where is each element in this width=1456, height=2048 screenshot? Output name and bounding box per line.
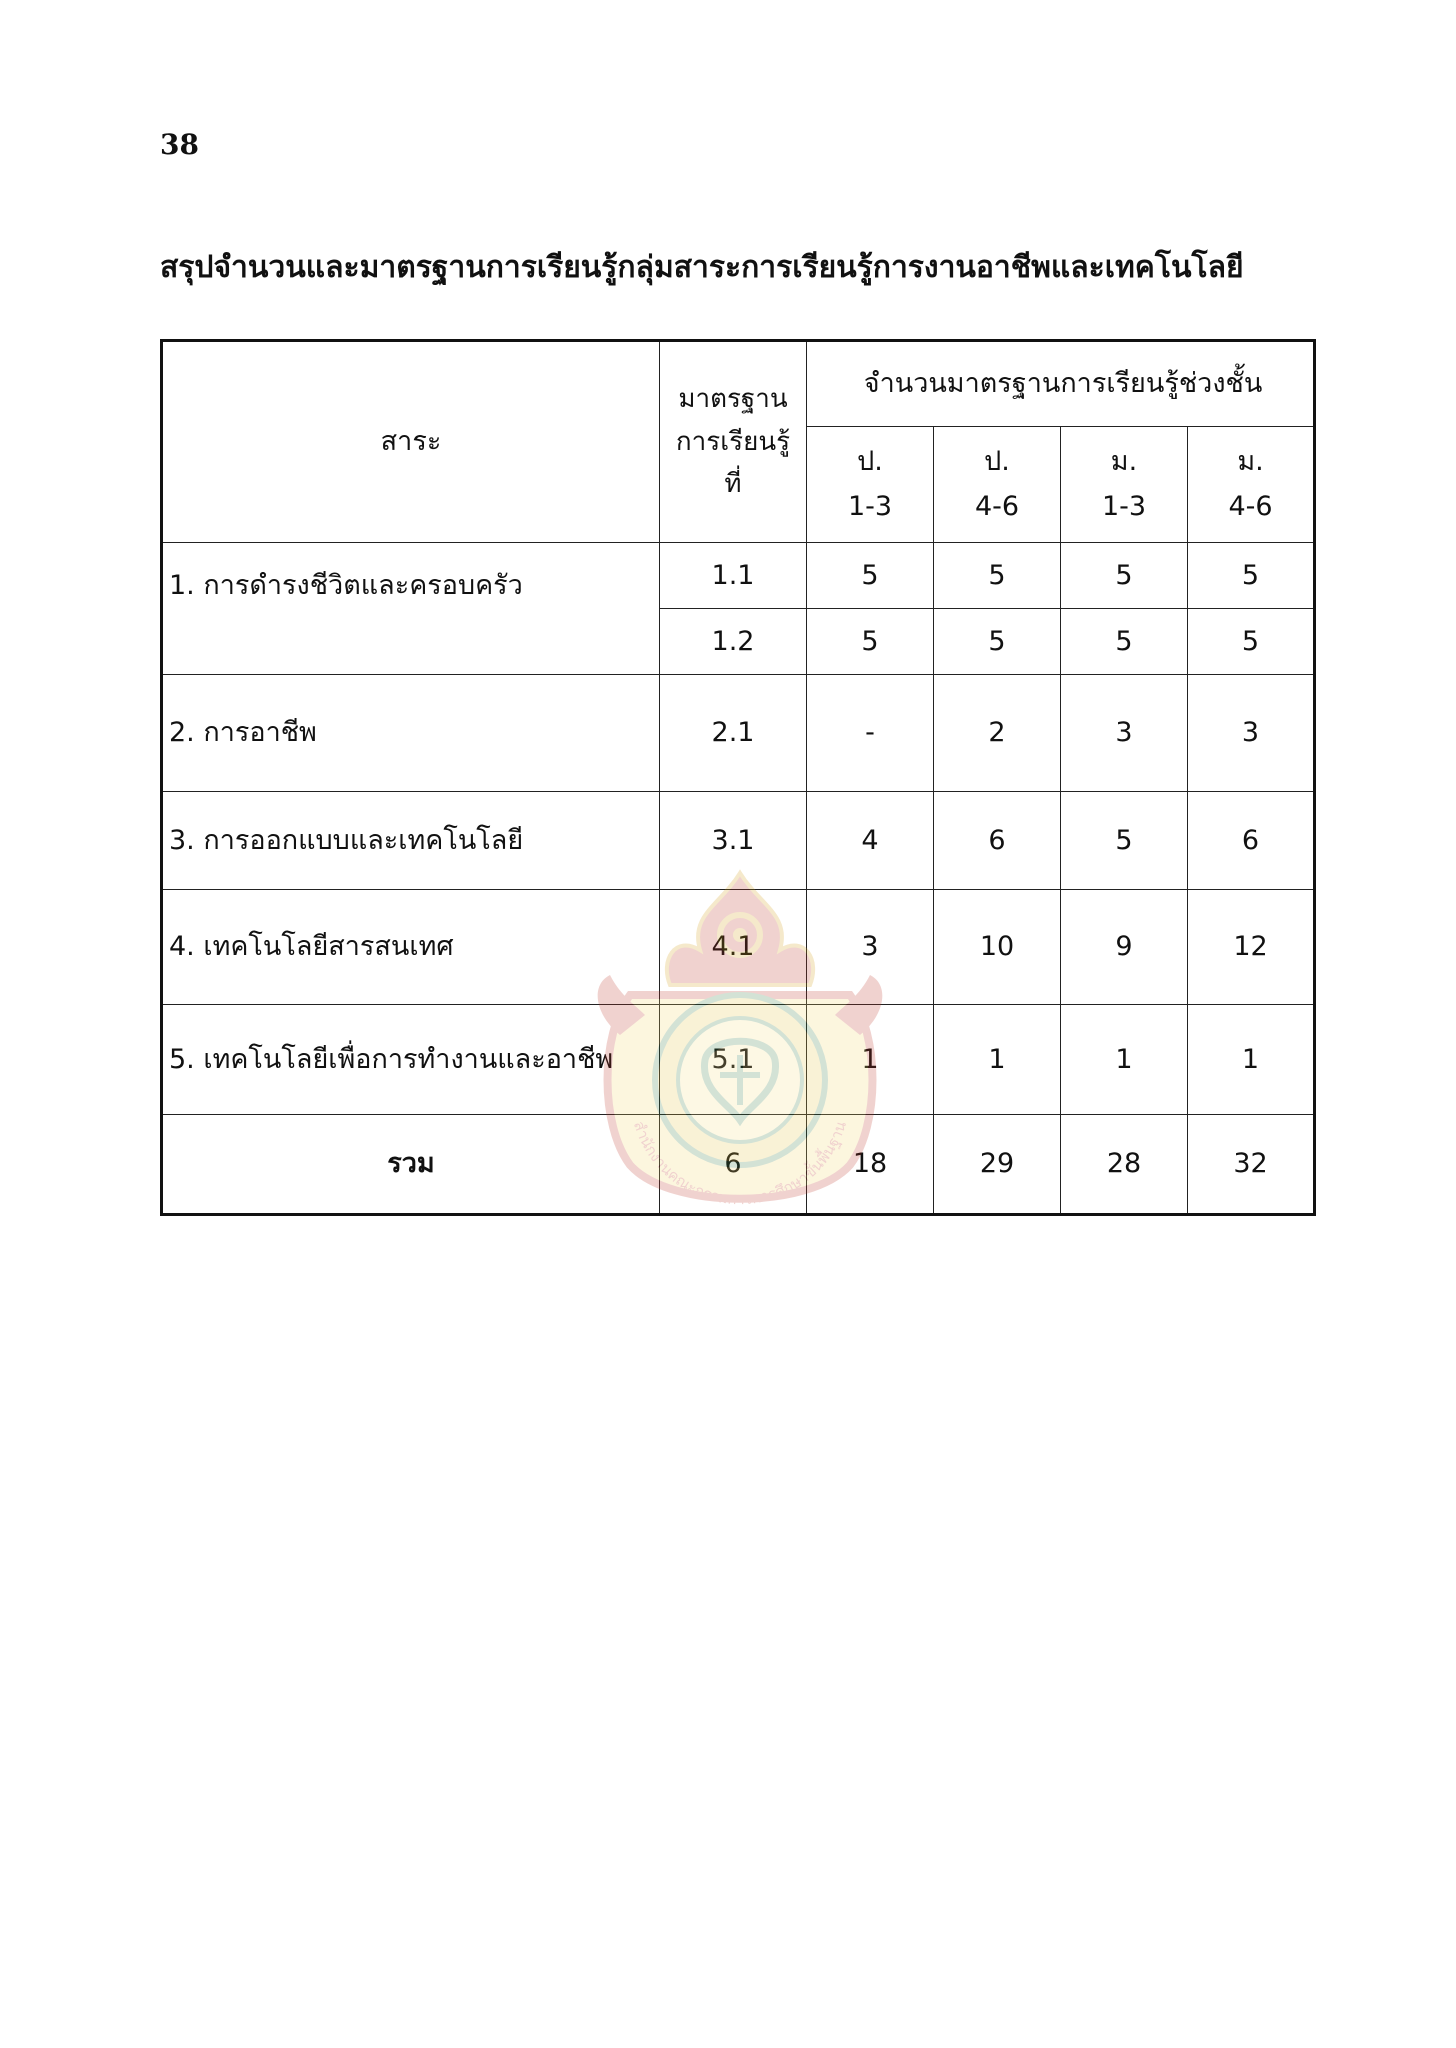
standard-cell: 2.1 [660,675,807,792]
value-cell: 5 [1188,543,1315,609]
subject-cell: 2. การอาชีพ [162,675,660,792]
header-level-line2: 1-3 [1101,490,1147,522]
table-row [162,792,1315,890]
header-level [1061,427,1188,543]
standard-cell: 1.2 [660,609,807,675]
table-row [162,543,1315,609]
total-value-cell: 28 [1061,1115,1188,1215]
value-cell: 3 [1188,675,1315,792]
subject-cell: 4. เทคโนโลยีสารสนเทศ [162,890,660,1005]
header-levels-group: จำนวนมาตรฐานการเรียนรู้ช่วงชั้น [807,341,1315,427]
value-cell: 1 [1061,1005,1188,1115]
value-cell: 12 [1188,890,1315,1005]
value-cell: 5 [807,609,934,675]
table-header-row [162,341,1315,427]
header-level-line2: 1-3 [847,490,893,522]
value-cell: 4 [807,792,934,890]
standard-cell: 4.1 [660,890,807,1005]
value-cell: 5 [1061,792,1188,890]
total-label: รวม [162,1115,660,1215]
table-row [162,1005,1315,1115]
total-value-cell: 32 [1188,1115,1315,1215]
value-cell: 5 [1061,609,1188,675]
value-cell: 5 [1061,543,1188,609]
table-row [162,890,1315,1005]
page-title: สรุปจำนวนและมาตรฐานการเรียนรู้กลุ่มสาระการเรียนรู้การงานอาชีพและเทคโนโลยี [160,250,1244,285]
standard-cell: 5.1 [660,1005,807,1115]
header-subject: สาระ [162,341,660,543]
header-level [807,427,934,543]
value-cell: 6 [934,792,1061,890]
header-standard-line3: ที่ [724,469,742,500]
value-cell: 5 [807,543,934,609]
header-level-line1: ป. [984,445,1010,477]
header-level [1188,427,1315,543]
header-level-line1: ป. [857,445,883,477]
header-standard [660,341,807,543]
total-standard-cell: 6 [660,1115,807,1215]
subject-cell: 1. การดำรงชีวิตและครอบครัว [162,543,660,675]
value-cell: 2 [934,675,1061,792]
subject-cell: 5. เทคโนโลยีเพื่อการทำงานและอาชีพ [162,1005,660,1115]
value-cell: 3 [1061,675,1188,792]
value-cell: 9 [1061,890,1188,1005]
subject-cell: 3. การออกแบบและเทคโนโลยี [162,792,660,890]
header-standard-line1: มาตรฐาน [678,383,788,414]
standards-summary-table-wrap [160,339,1314,1216]
value-cell: 10 [934,890,1061,1005]
header-level-line2: 4-6 [1228,490,1273,522]
value-cell: 1 [1188,1005,1315,1115]
standard-cell: 1.1 [660,543,807,609]
total-value-cell: 29 [934,1115,1061,1215]
value-cell: 3 [807,890,934,1005]
total-value-cell: 18 [807,1115,934,1215]
value-cell: 5 [934,543,1061,609]
page-number: 38 [160,128,199,161]
watermark-text: สำนักงานคณะกรรมการการศึกษาขั้นพื้นฐาน [629,1118,850,1209]
value-cell: 6 [1188,792,1315,890]
table-total-row [162,1115,1315,1215]
header-level-line2: 4-6 [974,490,1020,522]
header-standard-line2: การเรียนรู้ [675,426,791,457]
table-row [162,675,1315,792]
value-cell: 5 [934,609,1061,675]
standards-summary-table [160,339,1316,1216]
standard-cell: 3.1 [660,792,807,890]
header-level [934,427,1061,543]
header-level-line1: ม. [1237,445,1264,477]
value-cell: - [807,675,934,792]
header-level-line1: ม. [1110,445,1138,477]
value-cell: 1 [934,1005,1061,1115]
value-cell: 1 [807,1005,934,1115]
value-cell: 5 [1188,609,1315,675]
